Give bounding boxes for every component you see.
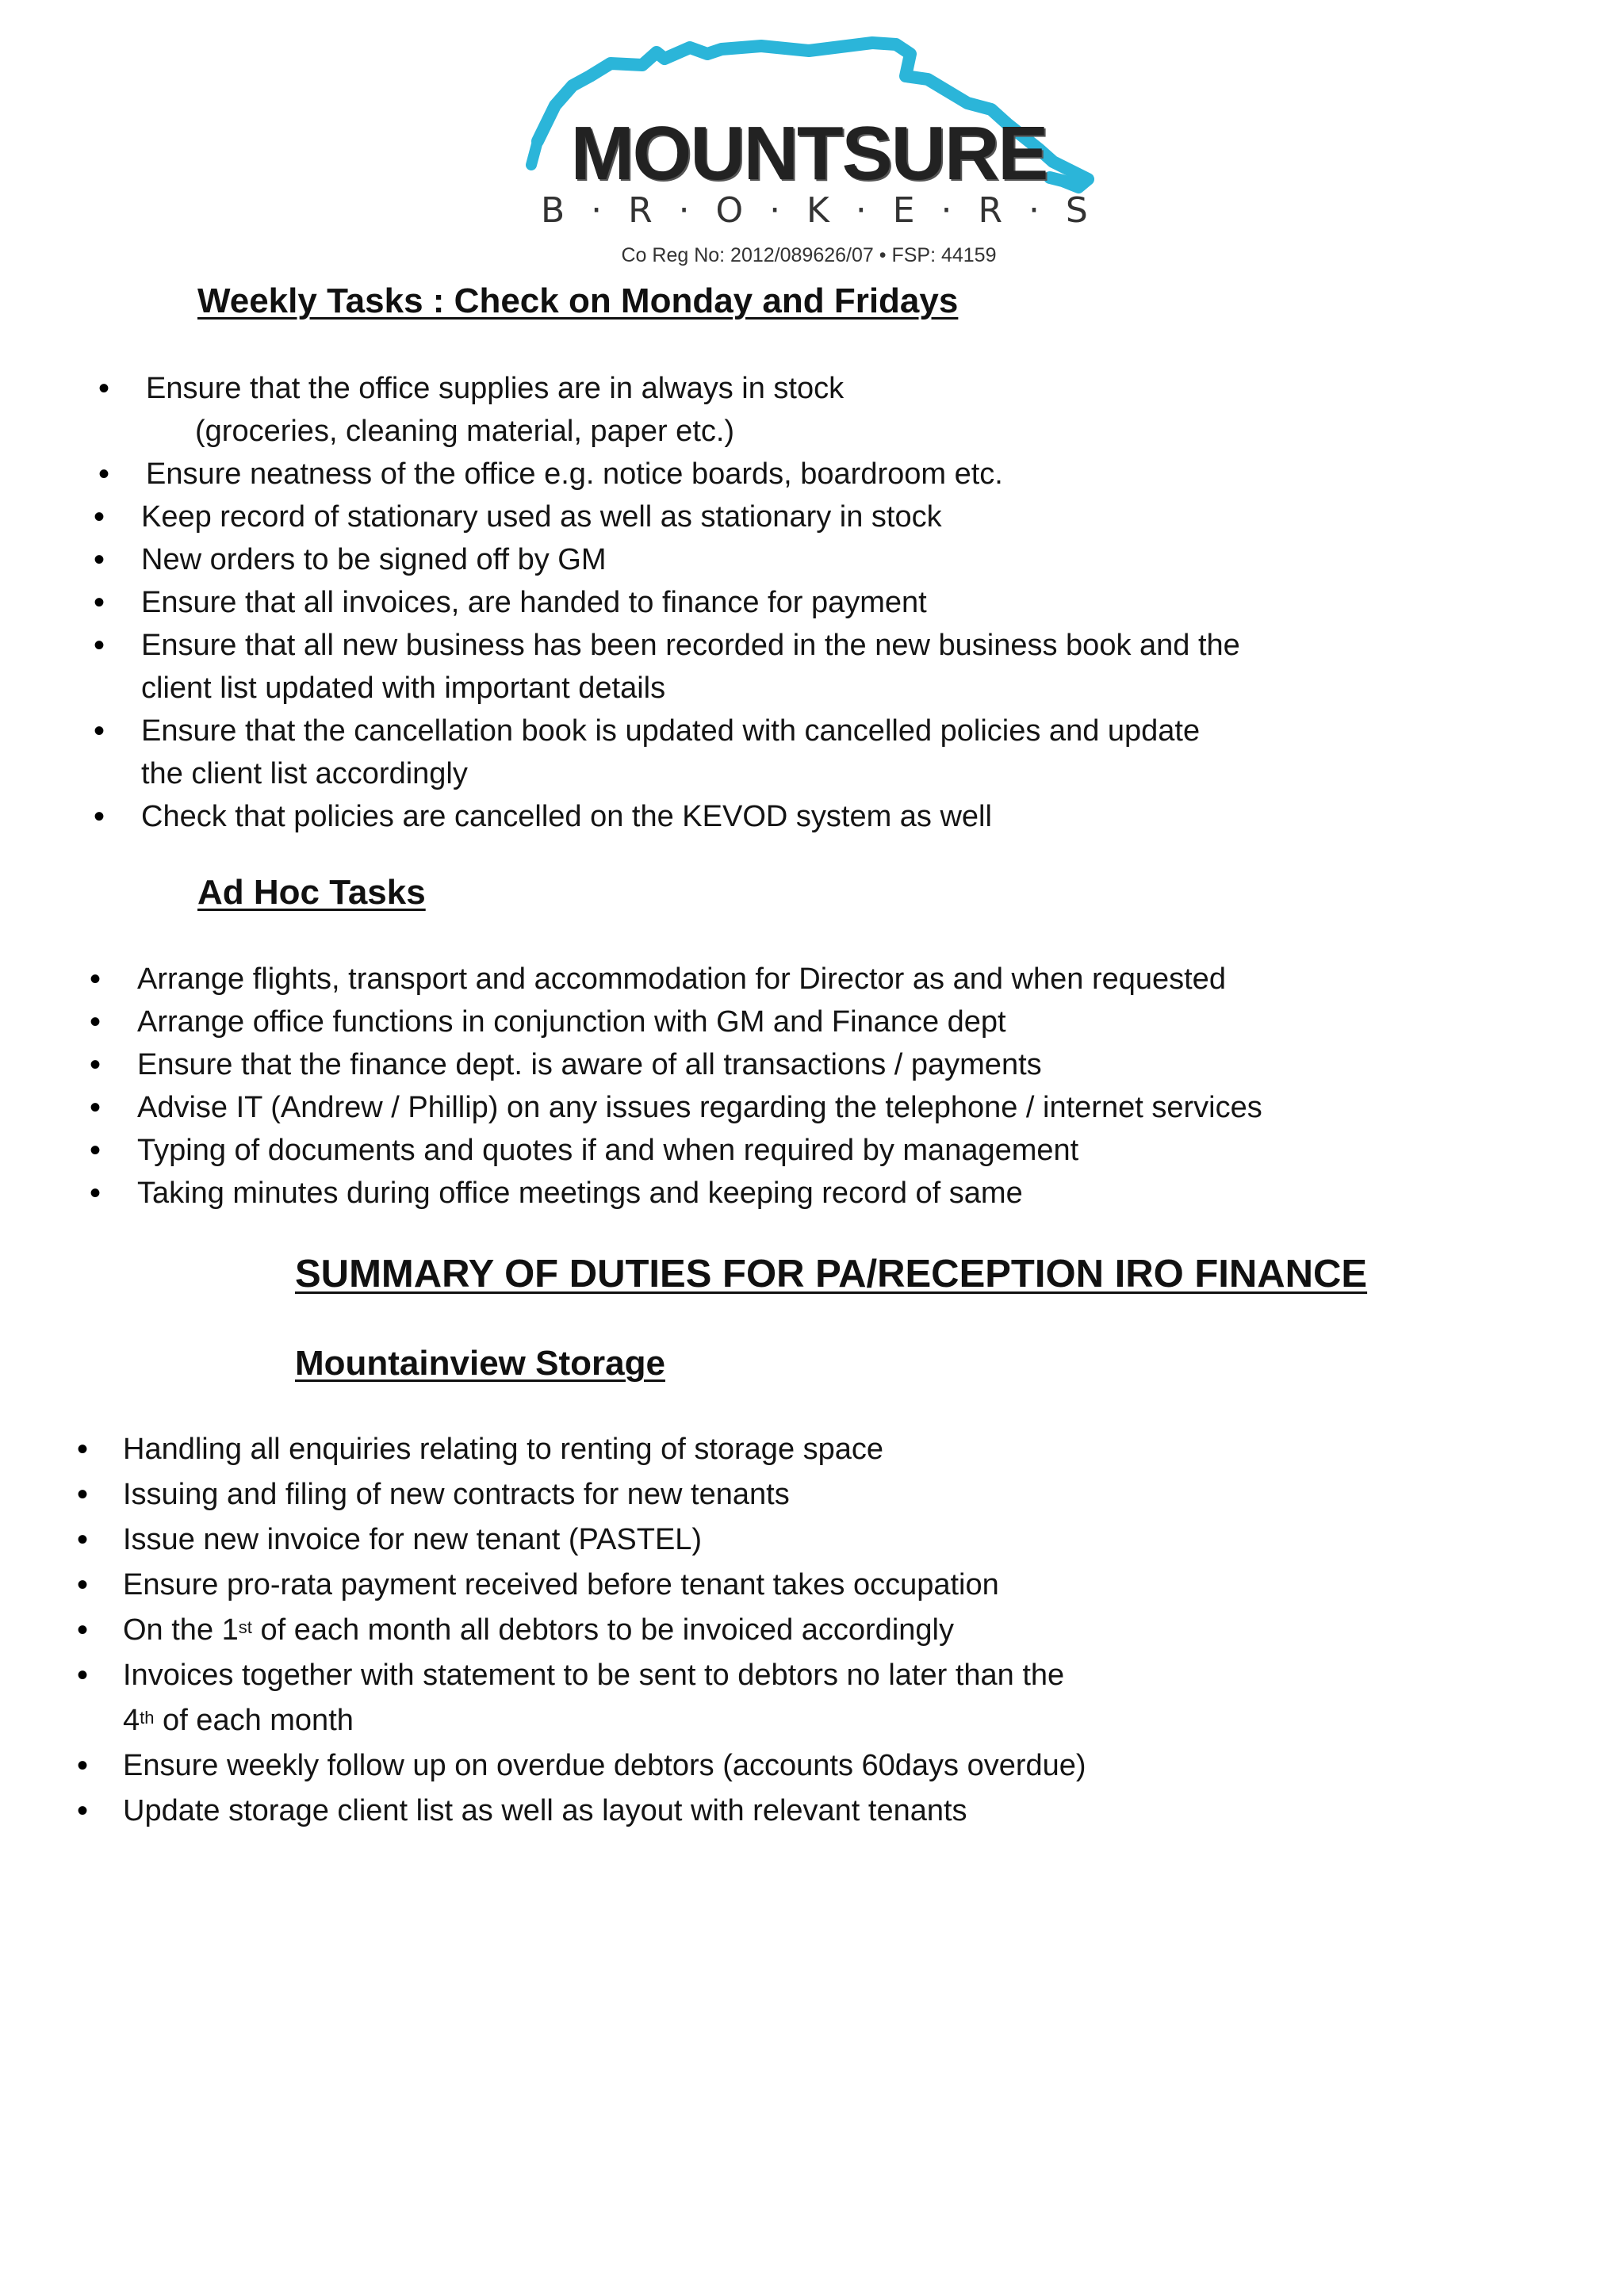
list-item: [141, 795, 1240, 838]
company-logo: [523, 30, 1102, 266]
list-item: • Typing of documents and quotes if and when required by management: [137, 1129, 1262, 1172]
list-item: [146, 453, 1240, 496]
list-item-continuation: client list updated with important details: [141, 672, 666, 705]
superscript: th: [140, 1708, 155, 1728]
list-item: [123, 1653, 1086, 1743]
list-item-text: • New orders to be signed off by GM: [141, 543, 607, 576]
list-item: • Arrange office functions in conjunction with GM and Finance dept: [137, 1001, 1262, 1043]
logo-brokers-text: [541, 190, 1088, 231]
logo-dot: ·: [940, 190, 952, 231]
list-item-continuation: [123, 1698, 1086, 1743]
logo-dot: ·: [855, 190, 867, 231]
logo-letter: K: [806, 190, 829, 231]
list-item: • Taking minutes during office meetings and keeping record of same: [137, 1172, 1262, 1215]
logo-brand-name: MOUNTSURE: [570, 111, 1048, 196]
adhoc-tasks-heading: Ad Hoc Tasks: [197, 873, 426, 912]
list-item: • Arrange flights, transport and accommodation for Director as and when requested: [137, 958, 1262, 1001]
list-item-text: On the 1: [123, 1613, 239, 1647]
list-item: • Update storage client list as well as layout with relevant tenants: [123, 1789, 1086, 1834]
mountainview-storage-heading: Mountainview Storage: [295, 1344, 665, 1383]
list-item: • Issuing and filing of new contracts for new tenants: [123, 1472, 1086, 1517]
logo-letter: S: [1065, 190, 1088, 231]
list-item: [141, 538, 1240, 581]
list-item-text: • Ensure neatness of the office e.g. notice boards, boardroom etc.: [146, 457, 1003, 491]
superscript: st: [238, 1617, 252, 1637]
list-item-text: • Keep record of stationary used as well as stationary in stock: [141, 500, 942, 534]
logo-letter: O: [715, 190, 744, 231]
list-item: • Ensure that the finance dept. is aware of all transactions / payments: [137, 1043, 1262, 1086]
logo-letter: B: [541, 190, 565, 231]
logo-dot: ·: [1028, 190, 1040, 231]
list-item: • Advise IT (Andrew / Phillip) on any issues regarding the telephone / internet services: [137, 1086, 1262, 1129]
logo-dot: ·: [591, 190, 603, 231]
list-item: [146, 367, 1240, 453]
logo-dot: ·: [678, 190, 690, 231]
logo-dot: ·: [769, 190, 781, 231]
summary-heading: SUMMARY OF DUTIES FOR PA/RECEPTION IRO FINANCE: [295, 1253, 1368, 1295]
list-item: • Ensure weekly follow up on overdue debtors (accounts 60days overdue): [123, 1743, 1086, 1789]
logo-letter: E: [892, 190, 915, 231]
list-item-continuation: (groceries, cleaning material, paper etc.): [195, 415, 735, 448]
list-item: • Handling all enquiries relating to renting of storage space: [123, 1427, 1086, 1472]
weekly-tasks-list: [141, 367, 1240, 838]
logo-letter: R: [978, 190, 1003, 231]
list-item: [141, 624, 1240, 710]
list-item-text: • Invoices together with statement to be sent to debtors no later than the: [123, 1659, 1065, 1692]
list-item-continuation: the client list accordingly: [141, 757, 468, 790]
adhoc-tasks-list: [137, 958, 1262, 1215]
company-registration-text: Co Reg No: 2012/089626/07 • FSP: 44159: [621, 244, 997, 266]
list-item-text: • Ensure that all new business has been recorded in the new business book and the: [141, 629, 1240, 662]
list-item-text: • Ensure that the office supplies are in always in stock: [146, 372, 845, 405]
list-item-text: • Ensure that the cancellation book is updated with cancelled policies and update: [141, 714, 1201, 748]
list-item: [141, 581, 1240, 624]
list-item: [141, 710, 1240, 795]
list-item-text: • Ensure that all invoices, are handed to finance for payment: [141, 586, 927, 619]
list-item: • Ensure pro-rata payment received before tenant takes occupation: [123, 1563, 1086, 1608]
list-item-text: 4: [123, 1704, 140, 1737]
logo-letter: R: [628, 190, 653, 231]
list-item: [123, 1608, 1086, 1653]
list-item: • Issue new invoice for new tenant (PASTEL): [123, 1517, 1086, 1563]
list-item-text: • Check that policies are cancelled on the KEVOD system as well: [141, 800, 992, 833]
storage-duties-list: [123, 1427, 1086, 1834]
list-item-text: of each month: [154, 1704, 354, 1737]
list-item: [141, 496, 1240, 538]
weekly-tasks-heading: Weekly Tasks : Check on Monday and Fridays: [197, 281, 959, 320]
list-item-text: of each month all debtors to be invoiced accordingly: [251, 1613, 954, 1647]
